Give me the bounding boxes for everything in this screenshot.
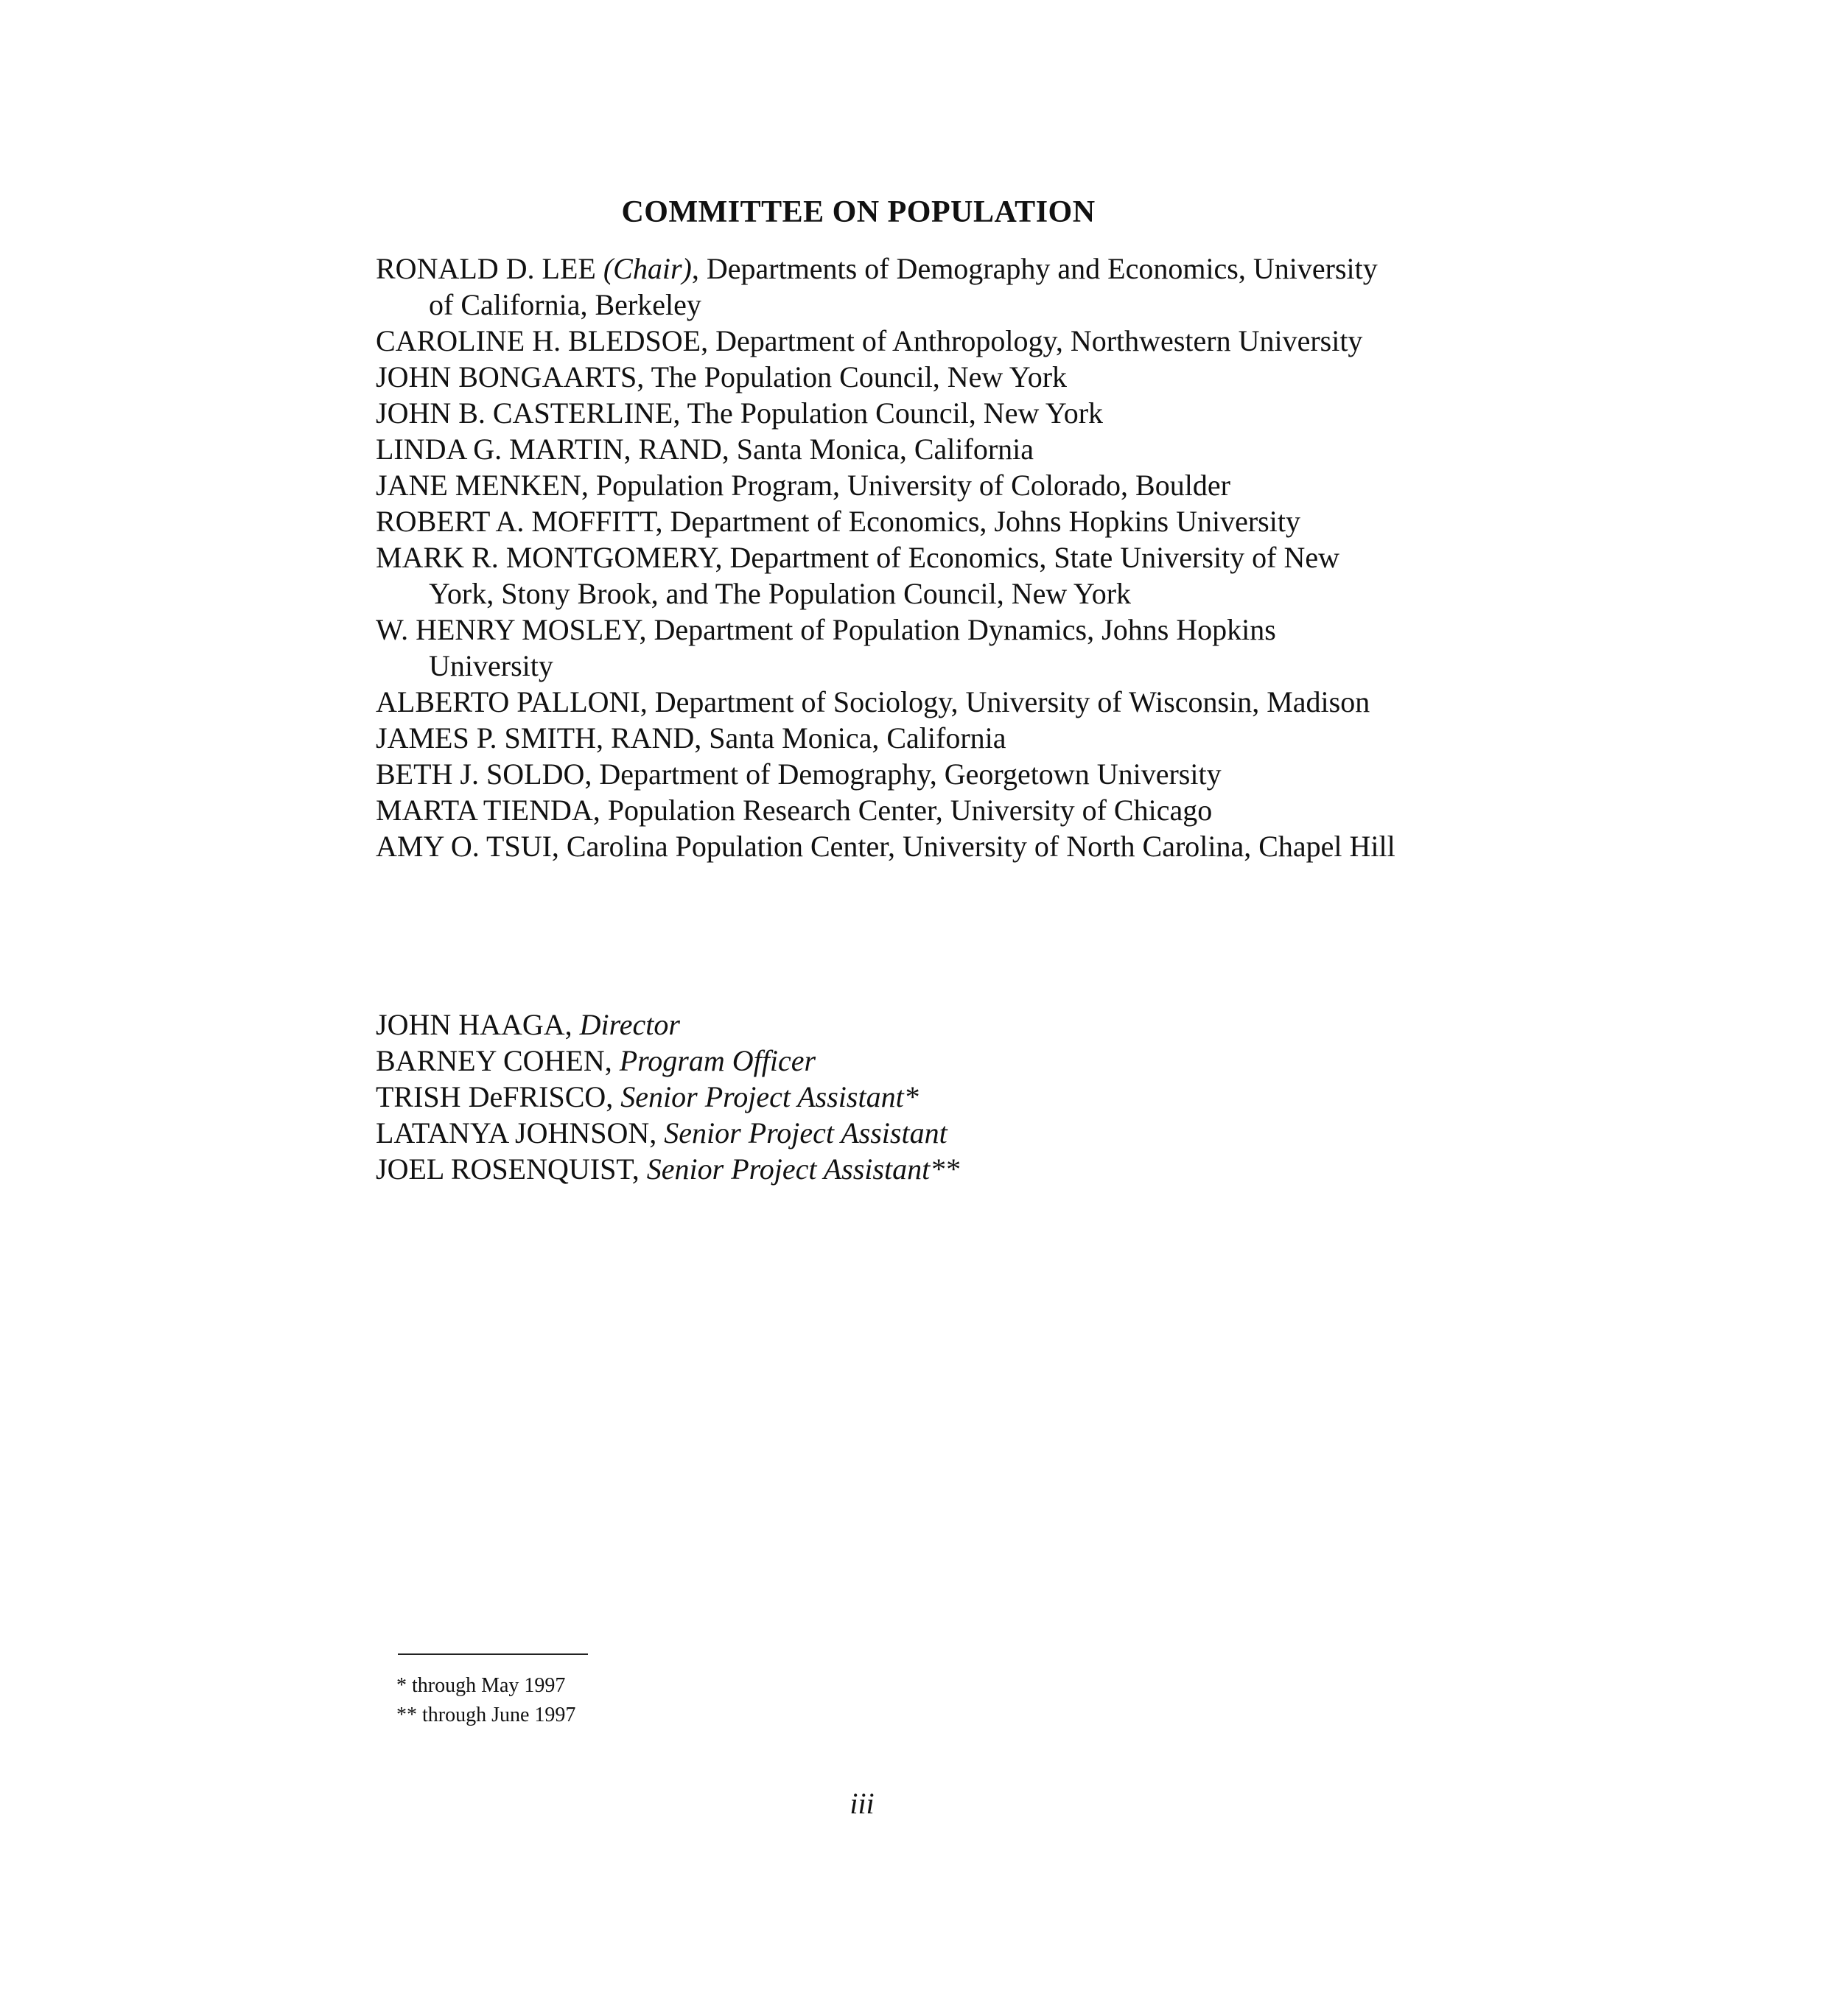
member-affiliation: , Population Research Center, University of Chicago [592,794,1213,827]
member-name: AMY O. TSUI [376,830,552,863]
member-affiliation: , The Population Council, New York [673,396,1104,430]
member-affiliation: , Department of Economics, Johns Hopkins University [655,505,1300,538]
staff-name: LATANYA JOHNSON, [376,1116,665,1149]
member-entry [376,828,1407,864]
member-affiliation: , Carolina Population Center, University of North Carolina, Chapel Hill [551,830,1395,863]
member-affiliation: , Department of Demography, Georgetown University [584,757,1222,791]
member-entry [376,467,1407,503]
member-affiliation: , RAND, Santa Monica, California [623,433,1034,466]
member-name: CAROLINE H. BLEDSOE [376,324,701,357]
member-affiliation: , Population Program, University of Colorado, Boulder [581,469,1230,502]
member-name: W. HENRY MOSLEY [376,613,640,646]
member-name: JOHN B. CASTERLINE [376,396,673,430]
member-entry [376,359,1407,395]
staff-entry [376,1007,1407,1043]
staff-role: Senior Project Assistant** [646,1152,960,1186]
staff-name: TRISH DeFRISCO, [376,1080,621,1113]
footnote-divider [398,1653,588,1655]
footnote: ** through June 1997 [396,1704,576,1726]
staff-role: Program Officer [619,1044,816,1077]
member-entry [376,431,1407,467]
member-entry [376,395,1407,431]
member-entry [376,720,1407,756]
staff-list [376,1007,1407,1187]
staff-role: Director [579,1008,680,1041]
staff-name: JOHN HAAGA, [376,1008,580,1041]
page-title: COMMITTEE ON POPULATION [621,195,1096,229]
member-entry [376,323,1407,359]
member-entry [376,612,1407,684]
footnote: * through May 1997 [396,1674,566,1697]
member-affiliation: , Department of Population Dynamics, Johns Hopkins University [429,613,1276,682]
staff-entry [376,1079,1407,1115]
member-affiliation: , The Population Council, New York [637,360,1068,393]
page-number: iii [850,1787,875,1820]
staff-name: BARNEY COHEN, [376,1044,620,1077]
member-affiliation: , Departments of Demography and Economics, University of California, Berkeley [429,252,1378,321]
member-name: ROBERT A. MOFFITT [376,505,656,538]
member-entry [376,684,1407,720]
staff-entry [376,1043,1407,1079]
member-affiliation: , Department of Anthropology, Northwestern University [701,324,1363,357]
member-name: ALBERTO PALLONI [376,685,640,718]
member-entry [376,792,1407,828]
member-name: MARK R. MONTGOMERY [376,541,715,574]
member-name: JAMES P. SMITH [376,721,596,755]
member-affiliation: , Department of Sociology, University of Wisconsin, Madison [640,685,1370,718]
member-name: JANE MENKEN [376,469,581,502]
member-name: RONALD D. LEE [376,252,596,285]
staff-role: Senior Project Assistant [664,1116,947,1149]
member-name: MARTA TIENDA [376,794,593,827]
staff-name: JOEL ROSENQUIST, [376,1152,647,1186]
member-affiliation: , Department of Economics, State University of New York, Stony Brook, and The Population Council, New York [429,541,1340,610]
committee-members-list [376,251,1407,864]
member-name: JOHN BONGAARTS [376,360,637,393]
footnotes [396,1671,575,1730]
member-entry [376,503,1407,539]
staff-entry [376,1115,1407,1151]
member-affiliation: , RAND, Santa Monica, California [595,721,1006,755]
member-name: BETH J. SOLDO [376,757,585,791]
member-entry [376,251,1407,323]
staff-entry [376,1151,1407,1187]
member-entry [376,756,1407,792]
member-entry [376,539,1407,612]
member-role: (Chair) [603,252,692,285]
staff-role: Senior Project Assistant* [620,1080,919,1113]
member-name: LINDA G. MARTIN [376,433,624,466]
